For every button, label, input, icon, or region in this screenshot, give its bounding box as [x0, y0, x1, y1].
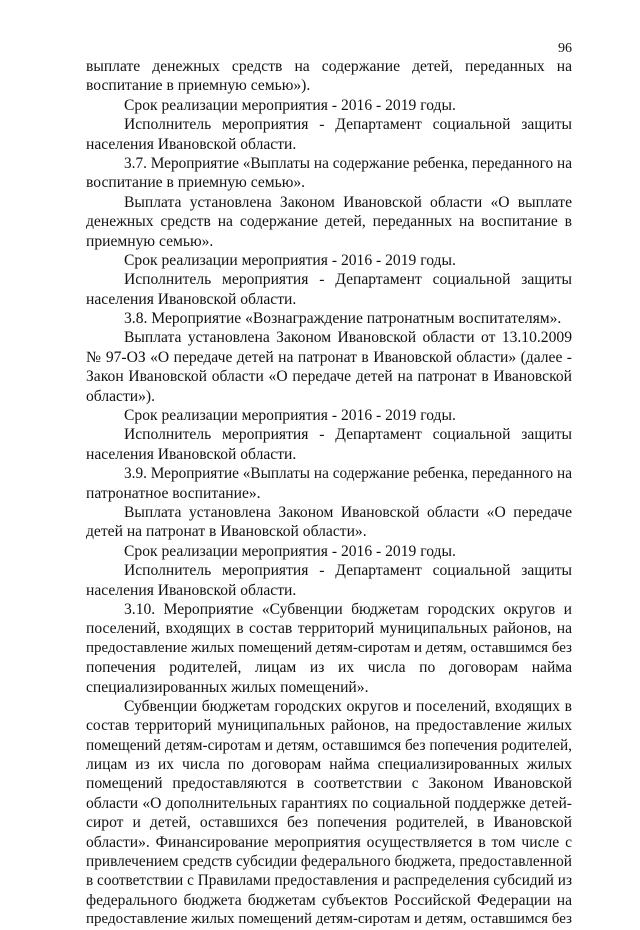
page-number: 96 [558, 41, 572, 56]
text-line: предоставление жилых помещений детям-сиротам и детям, оставшимся без [86, 639, 572, 656]
text-line: выплате денежных средств на содержание детей, переданных на [86, 58, 572, 75]
text-line: Срок реализации мероприятия - 2016 - 2019 годы. [124, 407, 456, 425]
text-line: населения Ивановской области. [86, 290, 297, 308]
text-line: Закон Ивановской области «О передаче детей на патронат в Ивановской [86, 368, 572, 386]
text-line: Исполнитель мероприятия - Департамент социальной защиты [124, 271, 572, 289]
text-line: Срок реализации мероприятия - 2016 - 2019 годы. [124, 542, 456, 560]
text-line: воспитание в приемную семью». [86, 174, 306, 192]
text-line: № 97-ОЗ «О передаче детей на патронат в Ивановской области» (далее - [86, 348, 572, 366]
text-line: в соответствии с Правилами предоставления и распределения субсидий из [86, 872, 572, 890]
text-line: населения Ивановской области. [86, 135, 297, 153]
text-line: поселений, входящих в состав территорий муниципальных районов, на [86, 620, 572, 638]
text-line: 3.8. Мероприятие «Вознаграждение патронатным воспитателям». [124, 310, 562, 328]
text-line: Исполнитель мероприятия - Департамент социальной защиты [124, 116, 572, 134]
text-line: состав территорий муниципальных районов, на предоставление жилых [86, 717, 572, 735]
text-line: 3.7. Мероприятие «Выплаты на содержание ребенка, переданного на [124, 154, 572, 172]
text-line: Выплата установлена Законом Ивановской области «О передаче [124, 503, 572, 521]
text-line: Исполнитель мероприятия - Департамент социальной защиты [124, 426, 572, 444]
text-line: федерального бюджета бюджетам субъектов Российской Федерации на [86, 891, 572, 909]
text-line: области». Финансирование мероприятия осуществляется в том числе с [86, 833, 572, 851]
text-line: помещений предоставляются в соответствии с Законом Ивановской [86, 775, 572, 793]
document-body [86, 57, 572, 930]
text-line: лицам из их числа по договорам найма специализированных жилых [86, 756, 572, 774]
text-line: воспитание в приемную семью»). [86, 77, 311, 95]
text-line: области»). [86, 387, 156, 405]
text-line: денежных средств на содержание детей, переданных на воспитание в [86, 213, 572, 231]
text-line: Срок реализации мероприятия - 2016 - 2019 годы. [124, 96, 456, 114]
text-line: детей на патронат в Ивановской области». [86, 523, 367, 541]
text-line: Субвенции бюджетам городских округов и поселений, входящих в [124, 697, 572, 715]
text-line: сирот и детей, оставшихся без попечения родителей, в Ивановской [86, 814, 572, 832]
text-line: Выплата установлена Законом Ивановской области «О выплате [124, 193, 572, 211]
text-line: области «О дополнительных гарантиях по социальной поддержке детей- [86, 794, 572, 812]
text-line: 3.9. Мероприятие «Выплаты на содержание ребенка, переданного на [124, 465, 572, 483]
text-line: населения Ивановской области. [86, 581, 297, 599]
text-line: помещений детям-сиротам и детям, оставшимся без попечения родителей, [86, 736, 572, 754]
text-line: привлечением средств субсидии федерального бюджета, предоставленной [86, 853, 572, 871]
text-line: населения Ивановской области. [86, 445, 297, 463]
text-line: Срок реализации мероприятия - 2016 - 2019 годы. [124, 251, 456, 269]
text-line: приемную семью». [86, 232, 214, 250]
text-line: предоставление жилых помещений детям-сиротам и детям, оставшимся без [86, 911, 572, 928]
text-line: патронатное воспитание». [86, 484, 261, 502]
text-line: специализированных жилых помещений». [86, 678, 369, 696]
text-line: Исполнитель мероприятия - Департамент социальной защиты [124, 562, 572, 580]
text-line: Выплата установлена Законом Ивановской области от 13.10.2009 [124, 329, 572, 347]
text-line: 3.10. Мероприятие «Субвенции бюджетам городских округов и [124, 600, 572, 618]
text-line: попечения родителей, лицам из их числа по договорам найма [86, 659, 572, 677]
